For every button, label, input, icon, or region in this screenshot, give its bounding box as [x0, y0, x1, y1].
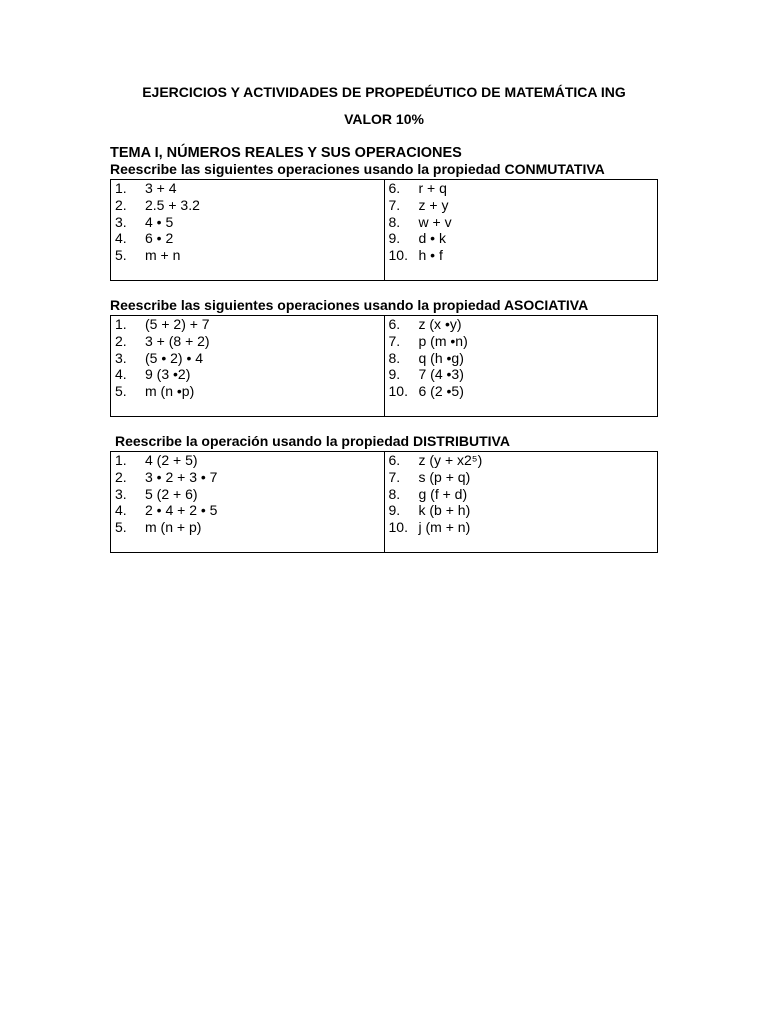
- exercise-item: 10. h • f: [388, 247, 443, 264]
- exercise-item: 2. 2.5 + 3.2: [115, 196, 200, 213]
- exercise-item: 9. 7 (4 •3): [388, 366, 464, 383]
- exercise-item: 1. (5 + 2) + 7: [115, 316, 210, 332]
- exercise-item: 2. 3 • 2 + 3 • 7: [115, 468, 218, 485]
- exercise-item: 8. q (h •g): [388, 349, 464, 366]
- exercise-item: 2. 3 + (8 + 2): [115, 332, 210, 349]
- topic-heading: TEMA I, NÚMEROS REALES Y SUS OPERACIONES: [110, 145, 462, 161]
- exercise-column-right: [385, 316, 658, 416]
- exercise-column-right: [385, 180, 658, 280]
- exercise-column-left: [111, 180, 385, 280]
- exercise-item: 10. j (m + n): [388, 519, 471, 536]
- exercise-item: 10. 6 (2 •5): [388, 383, 464, 400]
- exercise-column-left: [111, 452, 385, 552]
- exercise-item: 8. g (f + d): [388, 485, 468, 502]
- exercise-item: 8. w + v: [388, 213, 452, 230]
- exercise-item: 4. 6 • 2: [115, 230, 174, 247]
- exercise-table-asociativa: [110, 315, 658, 417]
- exercise-item: 6. z (y + x2⁵): [388, 452, 483, 468]
- exercise-item: 3. 4 • 5: [115, 213, 174, 230]
- exercise-column-right: [385, 452, 658, 552]
- exercise-item: 9. d • k: [388, 230, 446, 247]
- document-subtitle: VALOR 10%: [344, 111, 424, 127]
- exercise-item: 7. z + y: [388, 196, 449, 213]
- exercise-item: 1. 4 (2 + 5): [115, 452, 198, 468]
- section-heading-distributiva: Reescribe la operación usando la propiedad DISTRIBUTIVA: [115, 433, 510, 449]
- exercise-item: 9. k (b + h): [388, 502, 471, 519]
- section-heading-asociativa: Reescribe las siguientes operaciones usando la propiedad ASOCIATIVA: [110, 297, 589, 313]
- exercise-item: 5. m (n •p): [115, 383, 195, 400]
- exercise-item: 4. 2 • 4 + 2 • 5: [115, 502, 218, 519]
- document-title: EJERCICIOS Y ACTIVIDADES DE PROPEDÉUTICO DE MATEMÁTICA ING: [142, 84, 626, 100]
- exercise-table-distributiva: [110, 451, 658, 553]
- exercise-item: 6. z (x •y): [388, 316, 462, 332]
- exercise-column-left: [111, 316, 385, 416]
- exercise-item: 5. m (n + p): [115, 519, 202, 536]
- exercise-table-conmutativa: [110, 179, 658, 281]
- exercise-item: 7. p (m •n): [388, 332, 468, 349]
- exercise-item: 7. s (p + q): [388, 468, 471, 485]
- exercise-item: 5. m + n: [115, 247, 181, 264]
- exercise-item: 6. r + q: [388, 180, 447, 196]
- exercise-item: 3. (5 • 2) • 4: [115, 349, 204, 366]
- section-heading-conmutativa: Reescribe las siguientes operaciones usando la propiedad CONMUTATIVA: [110, 161, 605, 177]
- exercise-item: 4. 9 (3 •2): [115, 366, 191, 383]
- exercise-item: 3. 5 (2 + 6): [115, 485, 198, 502]
- exercise-item: 1. 3 + 4: [115, 180, 177, 196]
